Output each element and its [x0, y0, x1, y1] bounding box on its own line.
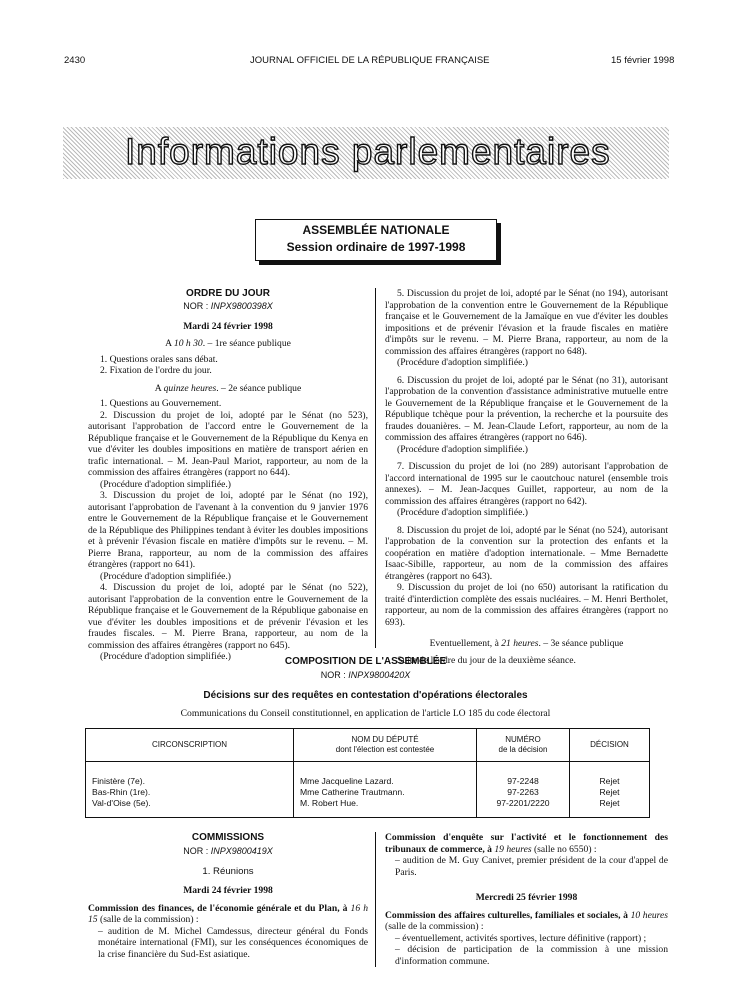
ordre-item-9: 9. Discussion du projet de loi (no 650) autorisant la ratification du traité d'interdiction complète des essais nucléaires. – M. Henri Bertholet, rapporteur, au nom de la commission des affaires étrangères (rapport no 693). [385, 582, 668, 628]
ordre-item-6: 6. Discussion du projet de loi, adopté par le Sénat (no 31), autorisant l'approbation de la convention d'assistance administrative mutuelle entre le Gouvernement de la République française et le Gouvernement de la République tchèque pour la prévention, la recherche et la poursuite des fraudes douanières. – M. Jean-Claude Lefort, rapporteur, au nom de la commission des affaires étrangères (rapport no 646). [385, 374, 668, 443]
nor-label: NOR : [183, 301, 209, 311]
cell-circonscription: Finistère (7e). [86, 776, 294, 787]
s2-time: quinze heures [163, 382, 217, 394]
ordre-left-column [88, 288, 368, 663]
banner-title: Informations parlementaires [125, 131, 611, 172]
seance-3-text: Suite de l'ordre du jour de la deuxième séance. [397, 654, 576, 666]
nor-code: INPX9800420X [348, 670, 411, 680]
commissions-title: COMMISSIONS [191, 832, 265, 843]
composition-subtitle: Décisions sur des requêtes en contestation d'opérations électorales [203, 690, 528, 701]
cell-numero: 97-2248 [477, 776, 570, 787]
s3-post: . – 3e séance publique [538, 638, 624, 649]
header-circonscription: CIRCONSCRIPTION [86, 729, 294, 762]
s1-item-1: 1. Questions orales sans débat. [100, 353, 218, 365]
table-bottom [86, 809, 650, 818]
commissions-date-1: Mardi 24 février 1998 [183, 885, 273, 897]
cell-numero: 97-2201/2220 [477, 798, 570, 809]
enquete-item: – audition de M. Guy Canivet, premier président de la cour d'appel de Paris. [395, 855, 668, 878]
journal-title: JOURNAL OFFICIEL DE LA RÉPUBLIQUE FRANÇAISE [250, 55, 490, 66]
ordre-item-6-procedure: (Procédure d'adoption simplifiée.) [397, 443, 528, 455]
nor-label: NOR : [183, 846, 209, 856]
enquete-commission [385, 832, 668, 855]
ordre-item-5: 5. Discussion du projet de loi, adopté par le Sénat (no 194), autorisant l'approbation de la convention entre le Gouvernement de la République française et le Gouvernement de la Jamaïque en vue d'éviter les doubles impositions et de prévenir l'évasion et la fraude fiscales en matière d'impôts sur le revenu. – M. Pierre Brana, rapporteur, au nom de la commission des affaires étrangères (rapport no 648). [385, 288, 668, 357]
cell-decision: Rejet [570, 798, 650, 809]
culturelles-room: (salle de la commission) : [385, 921, 484, 932]
ordre-item-7: 7. Discussion du projet de loi (no 289) autorisant l'approbation de l'accord international de 1995 sur le caoutchouc naturel (ensemble trois annexes). – M. Jean-Jacques Guillet, rapporteur, au nom de la commission des affaires étrangères (rapport no 642). [385, 461, 668, 507]
seance-1-heading [88, 338, 368, 350]
header-decision: DÉCISION [570, 729, 650, 762]
ordre-nor [88, 301, 368, 312]
cell-circonscription: Val-d'Oise (5e). [86, 798, 294, 809]
ordre-title: ORDRE DU JOUR [186, 288, 270, 299]
finances-item: – audition de M. Michel Camdessus, directeur général du Fonds monétaire international (FMI), sur les conséquences économiques de la crise financière du Sud-Est asiatique. [98, 925, 368, 960]
assembly-box [255, 219, 497, 261]
table-row [86, 776, 650, 787]
culturelles-time: 10 heures [630, 909, 669, 921]
enquete-room: (salle no 6550) : [533, 843, 597, 855]
ordre-item-4: 4. Discussion du projet de loi, adopté par le Sénat (no 522), autorisant l'approbation de la convention entre le Gouvernement de la République française et le Gouvernement de la République gabonaise en vue d'éviter les doubles impositions et de prévenir l'évasion et les fraudes fiscales. – M. Pierre Brana, rapporteur, au nom de la commission des affaires étrangères (rapport no 645). [88, 582, 368, 651]
cell-decision: Rejet [570, 787, 650, 798]
s1-pre: A [165, 338, 172, 350]
ordre-item-4-procedure: (Procédure d'adoption simplifiée.) [100, 651, 231, 663]
column-divider-bottom [375, 832, 376, 967]
seance-3-heading [385, 638, 668, 650]
ordre-item-7-procedure: (Procédure d'adoption simplifiée.) [397, 507, 528, 518]
decisions-table [85, 728, 650, 818]
s3-pre: Eventuellement, à [429, 638, 499, 649]
commissions-nor [88, 846, 368, 857]
table-spacer [86, 762, 650, 777]
s1-time: 10 h 30 [173, 338, 203, 350]
ordre-item-3: 3. Discussion du projet de loi, adopté par le Sénat (no 192), autorisant l'approbation de l'avenant à la convention du 9 janvier 1976 entre le Gouvernement de la République française et le Gouvernement de la République des Philippines tendant à éviter les doubles impositions et à prévenir l'évasion fiscale en matière d'impôts sur le revenu. – M. Pierre Brana, rapporteur, au nom de la commission des affaires étrangères (rapport no 641). [88, 490, 368, 571]
cell-numero: 97-2263 [477, 787, 570, 798]
composition-intro: Communications du Conseil constitutionnel, en application de l'article LO 185 du code électoral [180, 708, 551, 719]
enquete-title: Commission d'enquête sur l'activité et le fonctionnement des tribunaux de commerce, à [385, 832, 668, 855]
finances-time: 16 h 15 [88, 902, 369, 926]
cell-nom: Mme Catherine Trautmann. [294, 787, 477, 798]
ordre-item-8: 8. Discussion du projet de loi, adopté par le Sénat (no 524), autorisant l'approbation de la convention sur la protection des enfants et la coopération en matière d'adoption internationale. – Mme Bernadette Isaac-Sibille, rapporteur, au nom de la commission des affaires étrangères (rapport no 643). [385, 524, 668, 582]
header-nom-line1: NOM DU DÉPUTÉ [351, 735, 419, 745]
composition-title: COMPOSITION DE L'ASSEMBLÉE [284, 656, 447, 667]
s2-post: . – 2e séance publique [216, 382, 302, 394]
culturelles-commission [385, 910, 668, 933]
s2-pre: A [154, 382, 162, 394]
culturelles-item-1: – éventuellement, activités sportives, lecture définitive (rapport) ; [395, 932, 647, 944]
cell-nom: M. Robert Hue. [294, 798, 477, 809]
assembly-name: ASSEMBLÉE NATIONALE [302, 223, 450, 237]
header-numero-line2: de la décision [498, 745, 548, 754]
seance-2-heading [88, 383, 368, 395]
header-numero-line1: NUMÉRO [505, 735, 541, 745]
ordre-item-1: 1. Questions au Gouvernement. [100, 398, 222, 410]
commissions-date-2: Mercredi 25 février 1998 [475, 892, 578, 903]
table-row [86, 787, 650, 798]
session-name: Session ordinaire de 1997-1998 [286, 240, 466, 254]
ordre-item-3-procedure: (Procédure d'adoption simplifiée.) [100, 570, 231, 582]
culturelles-item-2: – décision de participation de la commission à une mission d'information commune. [395, 944, 668, 967]
nor-label: NOR : [320, 670, 346, 680]
culturelles-title: Commission des affaires culturelles, familiales et sociales, à [385, 909, 628, 921]
s1-item-2: 2. Fixation de l'ordre du jour. [100, 365, 212, 377]
reunions-heading: 1. Réunions [202, 865, 254, 877]
header-date: 15 février 1998 [611, 55, 675, 66]
commissions-right-column [385, 832, 668, 967]
s1-post: . – 1re séance publique [202, 338, 291, 350]
header-numero [477, 729, 570, 762]
finances-room: (salle de la commission) : [100, 914, 199, 926]
composition-nor [0, 670, 731, 681]
cell-circonscription: Bas-Rhin (1re). [86, 787, 294, 798]
ordre-item-5-procedure: (Procédure d'adoption simplifiée.) [397, 357, 528, 368]
commissions-left-column [88, 832, 368, 960]
ordre-item-2-procedure: (Procédure d'adoption simplifiée.) [100, 478, 231, 490]
cell-decision: Rejet [570, 776, 650, 787]
table-header-row [86, 729, 650, 762]
finances-commission [88, 903, 368, 926]
finances-title: Commission des finances, de l'économie générale et du Plan, à [88, 902, 348, 914]
ordre-right-column [385, 288, 668, 666]
ordre-date: Mardi 24 février 1998 [183, 320, 273, 332]
column-divider-top [375, 288, 376, 648]
header-nom-line2: dont l'élection est contestée [335, 745, 435, 754]
ordre-item-2: 2. Discussion du projet de loi, adopté par le Sénat (no 523), autorisant l'approbation de l'accord entre le Gouvernement de la République française et le Gouvernement de la République du Kenya en vue d'éviter les doubles impositions en matière de transport aérien en trafic international. – M. Jean-Paul Mariot, rapporteur, au nom de la commission des affaires étrangères (rapport no 644). [88, 409, 368, 479]
header-nom [294, 729, 477, 762]
page-number: 2430 [64, 55, 86, 66]
cell-nom: Mme Jacqueline Lazard. [294, 776, 477, 787]
nor-code: INPX9800398X [210, 301, 273, 311]
table-row [86, 798, 650, 809]
enquete-time: 19 heures [494, 843, 532, 855]
s3-time: 21 heures [501, 638, 539, 649]
nor-code: INPX9800419X [210, 846, 273, 856]
